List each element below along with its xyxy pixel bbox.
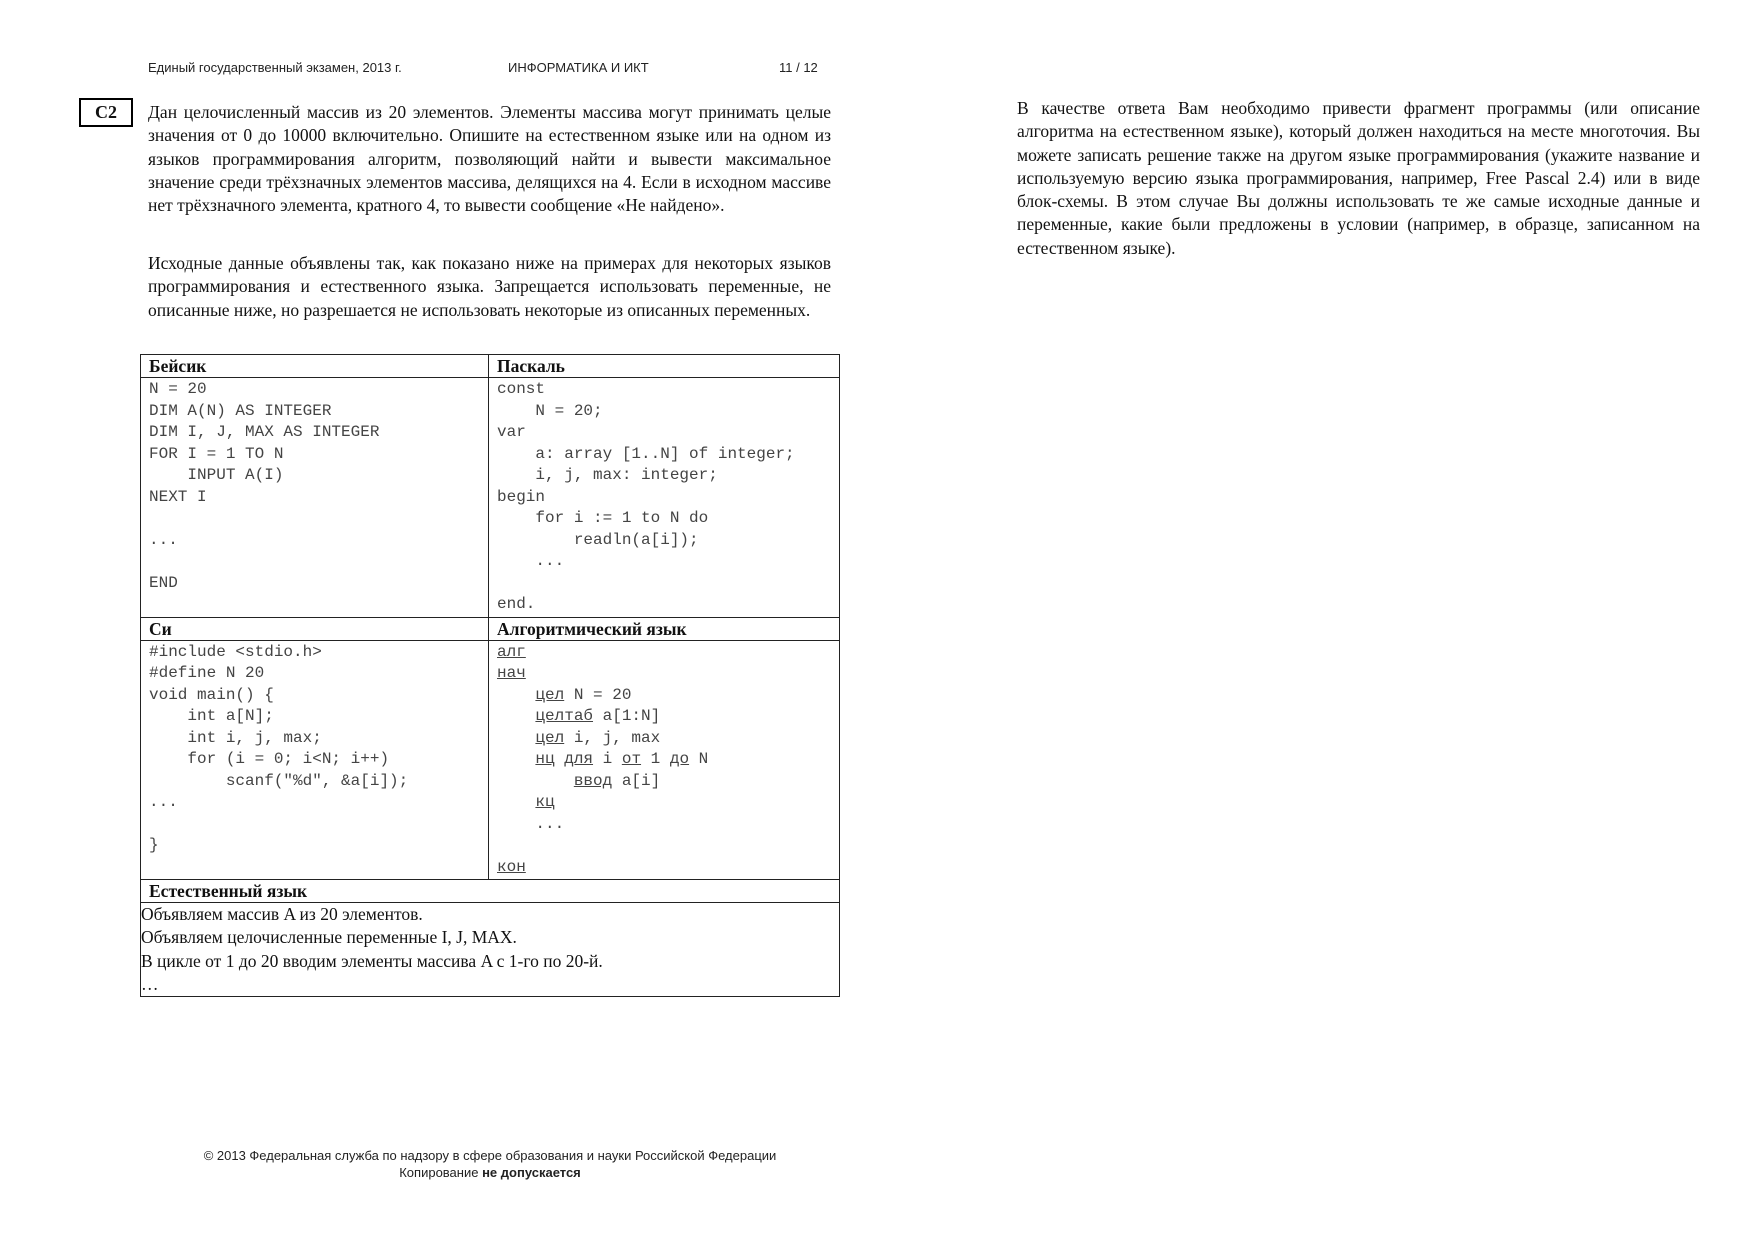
natural-line: … [141, 973, 159, 994]
code-text: 1 [641, 750, 670, 768]
pascal-code [489, 378, 840, 618]
c-code [141, 640, 489, 880]
code-line: int i, j, max; [149, 728, 322, 747]
header-subject: ИНФОРМАТИКА И ИКТ [508, 60, 649, 75]
code-text: N = 20 [564, 685, 632, 704]
code-line: var [497, 423, 526, 441]
footer-copyright: © 2013 Федеральная служба по надзору в сфере образования и науки Российской Федерации [203, 1148, 777, 1163]
code-line: ... [149, 793, 178, 811]
code-line: void main() { [149, 685, 274, 704]
code-line [149, 857, 480, 879]
code-line [497, 728, 831, 750]
code-line: DIM I, J, MAX AS INTEGER [149, 423, 380, 441]
header-page-number: 11 / 12 [779, 60, 818, 75]
code-line [497, 771, 831, 793]
code-line [497, 857, 831, 879]
code-line: ... [149, 530, 178, 549]
code-line: int a[N]; [149, 707, 274, 725]
code-line [497, 706, 831, 728]
code-text: a[1:N] [593, 707, 661, 725]
task-label: C2 [79, 98, 133, 127]
code-text: a[i] [612, 771, 661, 790]
code-line: for (i = 0; i<N; i++) [149, 750, 390, 768]
footer [140, 1147, 840, 1181]
footer-copy-prefix: Копирование [399, 1165, 483, 1180]
code-line [497, 835, 831, 857]
header-exam: Единый государственный экзамен, 2013 г. [148, 60, 402, 75]
keyword: нц [535, 750, 555, 768]
code-line: readln(a[i]); [497, 530, 699, 549]
code-line: i, j, max: integer; [497, 466, 718, 484]
algo-code [489, 640, 840, 880]
footer-copy-notice [140, 1164, 840, 1181]
code-line: FOR I = 1 TO N [149, 444, 284, 463]
natural-line: Объявляем целочисленные переменные I, J, MAX. [141, 927, 517, 948]
keyword: от [621, 750, 642, 768]
keyword: цел [535, 685, 565, 704]
c-header: Си [141, 617, 489, 640]
input-description: Исходные данные объявлены так, как показано ниже на примерах для некоторых языков программирования и естественного языка. Запрещается использовать переменные, не описанные ниже, но разрешается не использовать некоторые из описанных переменных. [148, 253, 831, 320]
code-line: } [149, 836, 159, 854]
code-line: a: array [1..N] of integer; [497, 444, 795, 463]
keyword: целтаб [535, 707, 594, 725]
code-line: DIM A(N) AS INTEGER [149, 401, 332, 420]
keyword: алг [497, 642, 526, 661]
keyword: ввод [573, 771, 613, 790]
code-text: N [689, 750, 709, 768]
natural-description [141, 903, 840, 997]
code-line: begin [497, 487, 546, 506]
algo-header: Алгоритмический язык [489, 617, 840, 640]
keyword: кон [497, 857, 526, 876]
code-line [497, 749, 831, 771]
code-line: const [497, 380, 546, 398]
natural-line: Объявляем массив A из 20 элементов. [141, 904, 423, 924]
code-line [497, 792, 831, 814]
basic-code [141, 378, 489, 618]
keyword: до [669, 750, 690, 768]
code-line: INPUT A(I) [149, 466, 284, 484]
code-line: END [149, 573, 178, 592]
natural-header: Естественный язык [141, 880, 840, 903]
code-line: N = 20 [149, 380, 207, 398]
code-line: NEXT I [149, 487, 207, 506]
pascal-header: Паскаль [489, 355, 840, 378]
code-line [497, 642, 831, 664]
code-line: scanf("%d", &a[i]); [149, 771, 409, 790]
code-line [497, 573, 831, 595]
keyword: для [564, 750, 594, 768]
language-examples-table [140, 354, 840, 997]
code-line: N = 20; [497, 401, 603, 420]
code-line: ... [497, 552, 565, 570]
keyword: цел [535, 728, 565, 747]
code-line [149, 814, 480, 836]
code-line [149, 551, 480, 573]
natural-line: В цикле от 1 до 20 вводим элементы массива A с 1-го по 20-й. [141, 950, 603, 971]
keyword: нач [497, 664, 526, 682]
code-line: #include <stdio.h> [149, 642, 322, 661]
footer-copy-bold: не допускается [482, 1165, 581, 1180]
code-line: for i := 1 to N do [497, 509, 709, 527]
task-statement: Дан целочисленный массив из 20 элементов. Элементы массива могут принимать целые значения от 0 до 10000 включительно. Опишите на естественном языке или на одном из языков программирования алгоритм, позволяющий найти и вывести максимальное значение среди трёхзначных элементов массива, делящихся на 4. Если в исходном массиве нет трёхзначного элемента, кратного 4, то вывести сообщение «Не найдено». [148, 102, 831, 216]
basic-header: Бейсик [141, 355, 489, 378]
code-line: #define N 20 [149, 664, 265, 682]
code-line [149, 508, 480, 530]
keyword: кц [535, 793, 555, 811]
code-line [497, 685, 831, 707]
code-line: ... [497, 814, 565, 833]
code-text: i [593, 750, 622, 768]
code-text: i, j, max [564, 728, 661, 747]
code-line: end. [497, 595, 536, 613]
answer-instructions: В качестве ответа Вам необходимо привести фрагмент программы (или описание алгоритма на естественном языке), который должен находиться на месте многоточия. Вы можете записать решение также на другом языке программирования (укажите название и используемую версию языка программирования, например, Free Pascal 2.4) или в виде блок-схемы. В этом случае Вы должны использовать те же самые исходные данные и переменные, какие были предложены в условии (например, в образце, записанном на естественном языке). [1017, 98, 1700, 258]
code-line [497, 663, 831, 685]
